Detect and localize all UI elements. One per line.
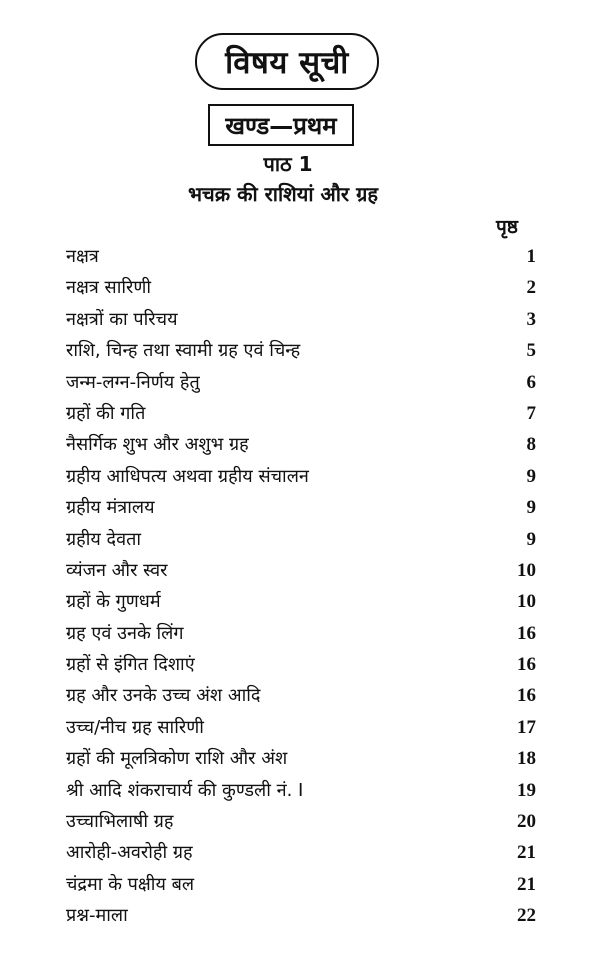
toc-entry-page: 3 <box>526 308 536 330</box>
toc-entry <box>66 872 536 903</box>
toc-entry-title: चंद्रमा के पक्षीय बल <box>66 873 195 895</box>
toc-entry <box>66 464 536 495</box>
toc-entry-title: ग्रहों की गति <box>66 402 146 424</box>
toc-entry <box>66 244 536 275</box>
toc-entry-page: 2 <box>526 277 536 299</box>
toc-entry <box>66 840 536 871</box>
toc-entry-title: ग्रह एवं उनके लिंग <box>66 622 184 644</box>
toc-entry-title: ग्रहीय मंत्रालय <box>66 497 155 519</box>
toc-entry-title: ग्रहीय देवता <box>66 528 142 550</box>
toc-entry-title: ग्रहीय आधिपत्य अथवा ग्रहीय संचालन <box>66 465 309 487</box>
toc-entry-page: 9 <box>526 528 536 550</box>
page-column-header: पृष्ठ <box>496 216 518 238</box>
lesson-title: भचक्र की राशियां और ग्रह <box>188 182 378 206</box>
toc-entry <box>66 778 536 809</box>
toc-entry-title: व्यंजन और स्वर <box>66 559 168 581</box>
section-heading <box>208 104 354 146</box>
toc-entry <box>66 683 536 714</box>
page-title-text: विषय सूची <box>225 44 349 81</box>
toc-entry <box>66 432 536 463</box>
toc-entry-page: 8 <box>526 434 536 456</box>
toc-entry-page: 20 <box>517 811 536 833</box>
toc-entry-title: नक्षत्र <box>66 246 99 267</box>
toc-entry <box>66 527 536 558</box>
toc-entry-title: श्री आदि शंकराचार्य की कुण्डली नं. I <box>66 779 304 801</box>
toc-entry-title: ग्रह और उनके उच्च अंश आदि <box>66 685 261 707</box>
toc-entry <box>66 903 536 934</box>
toc-entry-title: उच्चाभिलाषी ग्रह <box>66 811 174 833</box>
toc-entry <box>66 307 536 338</box>
toc-entry-page: 16 <box>517 654 536 676</box>
section-heading-text: खण्ड—प्रथम <box>225 111 337 140</box>
toc-entry-page: 22 <box>517 905 536 927</box>
toc-entry-page: 19 <box>517 779 536 801</box>
toc-entry <box>66 275 536 306</box>
toc-entry-page: 9 <box>526 465 536 487</box>
toc-entry-title: नैसर्गिक शुभ और अशुभ ग्रह <box>66 434 249 456</box>
toc-entry-page: 17 <box>517 716 536 738</box>
toc-entry-title: उच्च/नीच ग्रह सारिणी <box>66 716 204 738</box>
toc-entry <box>66 495 536 526</box>
toc-entry <box>66 558 536 589</box>
toc-entry <box>66 589 536 620</box>
toc-entry-title: जन्म-लग्न-निर्णय हेतु <box>66 371 200 393</box>
lesson-number: पाठ 1 <box>263 152 313 176</box>
toc-entry <box>66 401 536 432</box>
toc-entry-title: आरोही-अवरोही ग्रह <box>66 842 193 864</box>
toc-entry-title: नक्षत्र सारिणी <box>66 277 152 299</box>
toc-entry-title: ग्रहों के गुणधर्म <box>66 591 161 613</box>
toc-entry-page: 7 <box>526 402 536 424</box>
toc-entry-page: 16 <box>517 685 536 707</box>
toc-entry-page: 1 <box>526 246 536 267</box>
toc-entry-page: 18 <box>517 748 536 770</box>
page-title <box>195 33 379 90</box>
toc-entry-page: 6 <box>526 371 536 393</box>
toc-entry <box>66 715 536 746</box>
toc-entry <box>66 370 536 401</box>
toc-entry-title: नक्षत्रों का परिचय <box>66 308 178 330</box>
toc-entry <box>66 338 536 369</box>
toc-entry-title: ग्रहों की मूलत्रिकोण राशि और अंश <box>66 748 288 770</box>
toc-list <box>66 244 536 935</box>
toc-entry-title: प्रश्न-माला <box>66 905 128 927</box>
toc-entry-page: 21 <box>517 842 536 864</box>
toc-entry-page: 9 <box>526 497 536 519</box>
toc-entry-page: 5 <box>526 340 536 362</box>
toc-entry <box>66 809 536 840</box>
toc-entry-title: ग्रहों से इंगित दिशाएं <box>66 654 195 676</box>
toc-entry-page: 10 <box>517 591 536 613</box>
toc-entry-title: राशि, चिन्ह तथा स्वामी ग्रह एवं चिन्ह <box>66 340 301 362</box>
toc-entry <box>66 746 536 777</box>
toc-entry <box>66 652 536 683</box>
toc-entry <box>66 621 536 652</box>
toc-entry-page: 21 <box>517 873 536 895</box>
toc-entry-page: 10 <box>517 559 536 581</box>
toc-entry-page: 16 <box>517 622 536 644</box>
